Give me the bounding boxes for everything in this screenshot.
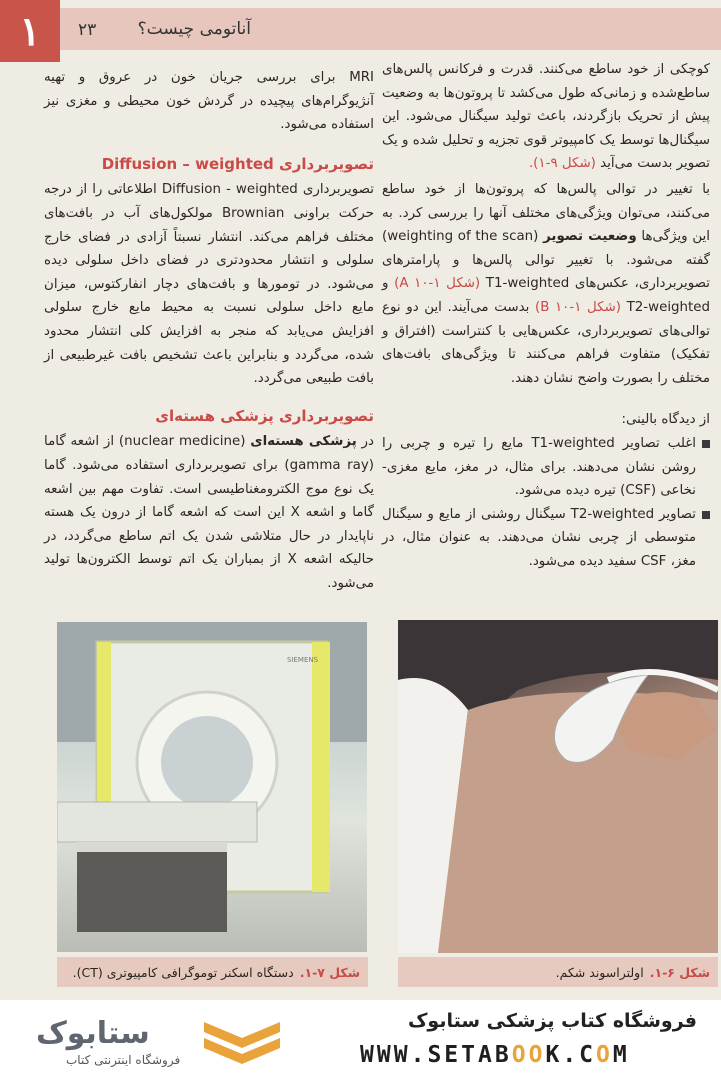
running-header-title: آناتومی چیست؟ xyxy=(137,19,251,39)
chapter-number-tab: ۱ xyxy=(0,0,60,62)
paragraph-weighting: با تغییر در توالی پالس‌ها که پروتون‌ها از خود ساطع می‌کنند، می‌توان ویژگی‌های مختلف آنها را بررسی کرد. به این ویژگی‌ها وضعیت تصویر (weighting of the scan) گفته می‌شود. با تغییر توالی پالس‌ها و پارامترهای تصویربرداری، عکس‌های T1-weighted (شکل A ۱۰-۱) و T2-weighted (شکل B ۱۰-۱) بدست می‌آیند. این دو نوع توالی‌های تصویربرداری، عکس‌هایی با کنتراست (افتراق و تفکیک) متفاوت فراهم می‌کنند تا ویژگی‌های بافت‌های مختلف را بصورت واضح نشان دهند. xyxy=(382,181,711,386)
logo-wordmark: ستابوک xyxy=(36,1016,150,1051)
heading-nuclear-medicine: تصویربرداری پزشکی هسته‌ای xyxy=(155,406,374,425)
book-logo-icon xyxy=(200,1012,284,1066)
paragraph-diffusion: تصویربرداری Diffusion - weighted اطلاعاتی را از درجه حرکت براونی Brownian مولکول‌های آب در بافت‌های مختلف فراهم می‌کند. انتشار نسبتاً آزادی در فضای خارج سلولی و انتشار محدودتری در فضای داخل سلولی دیده می‌شود. در تومورها و بافت‌های دچار انفارکتوس، میزان مایع داخل سلولی نسبت به محیط مایع خارج سلولی افزایش می‌یابد که منجر به افزایش کلی انتشار محدود شده، می‌گردد و بنابراین باعث تشخیص بافت غیرطبیعی از بافت طبیعی می‌گردد. xyxy=(44,182,374,387)
ultrasound-photo xyxy=(398,620,718,953)
figure-caption-text: اولتراسوند شکم. xyxy=(555,964,644,980)
ultrasound-illustration xyxy=(398,620,718,953)
ct-scanner-photo xyxy=(57,622,367,952)
bullet-item: تصاویر T2-weighted سیگنال روشنی از مایع و سیگنال متوسطی از چربی نشان می‌دهند. به عنوان مثال، در مغز، CSF سفید دیده می‌شود. xyxy=(382,503,710,574)
square-bullet-icon xyxy=(702,440,710,448)
figure-caption-text: دستگاه اسکنر توموگرافی کامپیوتری (CT). xyxy=(72,964,294,980)
figure-ref: (شکل ۹-۱). xyxy=(528,156,596,172)
paragraph-nuclear-medicine: در پزشکی هسته‌ای (nuclear medicine) از اشعه گاما (gamma ray) برای تصویربرداری استفاده می‌شود. گاما یک نوع موج الکترومغناطیسی است. تفاوت مهم بین اشعه گاما و اشعه X این است که اشعه گاما از درون یک هسته ناپایدار در حال متلاشی شدن یک اتم ساطع می‌گردد، در حالیکه اشعه X از بمباران یک اتم توسط الکترون‌ها تولید می‌شود. xyxy=(44,434,375,591)
paragraph-mri-angiography: MRI برای بررسی جریان خون در عروق و تهیه آنژیوگرام‌های پیچیده در گردش خون محیطی و مغزی نیز استفاده می‌شود. xyxy=(44,70,374,133)
store-name: فروشگاه کتاب پزشکی ستابوک xyxy=(407,1010,697,1032)
figure-number: شکل ۶-۱. xyxy=(649,964,710,980)
paragraph-mri-signal: کوچکی از خود ساطع می‌کنند. قدرت و فرکانس پالس‌های ساطع‌شده و زمانی‌که طول می‌کشد تا پروتون‌ها به وضعیت پیش از تحریک بازگردند، باعث تولید سیگنال می‌شود. این سیگنال‌ها توسط یک کامپیوتر قوی تجزیه و تحلیل شده و یک تصویر بدست می‌آید (شکل ۹-۱). xyxy=(382,62,710,172)
figure-caption-ultrasound xyxy=(398,957,718,987)
clinical-intro: از دیدگاه بالینی: xyxy=(621,412,710,428)
square-bullet-icon xyxy=(702,511,710,519)
left-column xyxy=(44,66,374,595)
right-column xyxy=(382,58,710,573)
figure-number: شکل ۷-۱. xyxy=(299,964,360,980)
page-number: ۲۳ xyxy=(78,20,97,40)
ct-scanner-illustration xyxy=(57,622,367,952)
store-url[interactable]: WWW.SETABOOK.COM xyxy=(360,1042,630,1068)
bullet-item: اغلب تصاویر T1-weighted مایع را تیره و چربی را روشن نشان می‌دهند. برای مثال، در مغز، مایع مغزی-نخاعی (CSF) تیره دیده می‌شود. xyxy=(382,432,710,503)
figure-caption-ct xyxy=(57,957,368,987)
logo-subtitle: فروشگاه اینترنتی کتاب xyxy=(66,1053,181,1067)
ct-brand-label: SIEMENS xyxy=(287,656,319,664)
clinical-bullets xyxy=(382,432,710,574)
heading-diffusion: تصویربرداری Diffusion – weighted xyxy=(101,154,374,173)
